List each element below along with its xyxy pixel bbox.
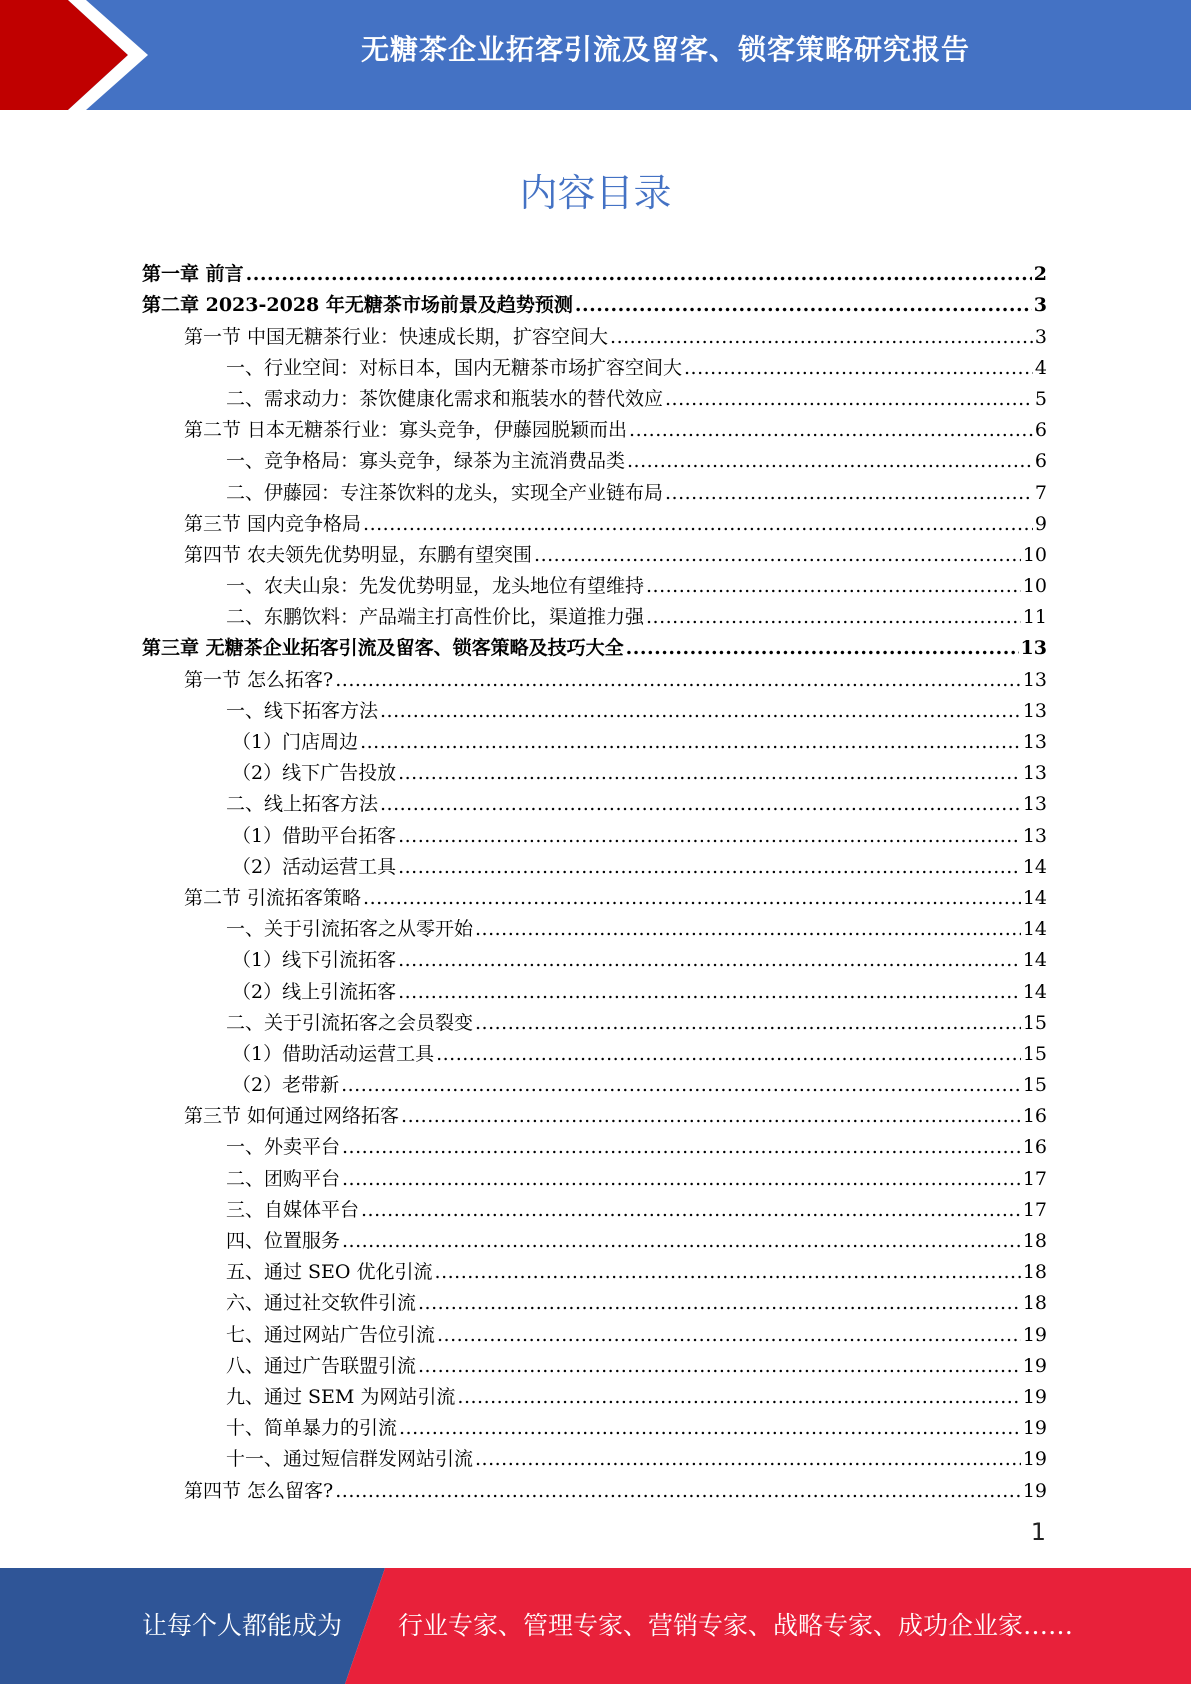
toc-entry-title: （1）线下引流拓客 xyxy=(232,949,397,972)
toc-entry[interactable] xyxy=(142,941,1047,972)
toc-dot-leader xyxy=(627,449,1033,473)
toc-entry[interactable] xyxy=(142,1066,1047,1097)
toc-entry-title: （1）借助活动运营工具 xyxy=(232,1042,435,1065)
toc-entry[interactable] xyxy=(142,723,1047,754)
toc-dot-leader xyxy=(629,418,1033,442)
toc-entry[interactable] xyxy=(142,1284,1047,1315)
toc-entry-page: 15 xyxy=(1022,1074,1047,1097)
toc-entry[interactable] xyxy=(142,816,1047,847)
toc-entry-page: 7 xyxy=(1034,481,1047,504)
toc-dot-leader xyxy=(363,512,1033,536)
toc-entry-title: 第三章 无糖茶企业拓客引流及留客、锁客策略及技巧大全 xyxy=(142,637,624,660)
toc-dot-leader xyxy=(342,1229,1021,1253)
toc-entry-page: 19 xyxy=(1022,1323,1047,1346)
table-of-contents xyxy=(142,255,1047,1503)
toc-title: 内容目录 xyxy=(519,171,672,215)
toc-dot-leader xyxy=(342,1135,1021,1159)
toc-entry[interactable] xyxy=(142,972,1047,1003)
toc-entry-page: 18 xyxy=(1022,1292,1047,1315)
toc-dot-leader xyxy=(361,1198,1021,1222)
page-footer xyxy=(0,1568,1191,1684)
toc-entry-page: 16 xyxy=(1022,1105,1047,1128)
toc-entry-page: 14 xyxy=(1022,949,1047,972)
toc-dot-leader xyxy=(341,1073,1021,1097)
toc-entry-title: 第四节 农夫领先优势明显，东鹏有望突围 xyxy=(184,543,533,566)
toc-entry[interactable] xyxy=(142,380,1047,411)
toc-entry-title: 七、通过网站广告位引流 xyxy=(226,1323,436,1346)
toc-entry-title: 一、行业空间：对标日本，国内无糖茶市场扩容空间大 xyxy=(226,356,683,379)
toc-entry-page: 18 xyxy=(1022,1261,1047,1284)
toc-dot-leader xyxy=(646,605,1021,629)
toc-entry[interactable] xyxy=(142,910,1047,941)
toc-dot-leader xyxy=(534,543,1021,567)
toc-entry-title: 二、线上拓客方法 xyxy=(226,793,379,816)
toc-entry[interactable] xyxy=(142,567,1047,598)
toc-entry-title: 第二章 2023-2028 年无糖茶市场前景及趋势预测 xyxy=(142,294,573,317)
toc-entry-page: 9 xyxy=(1034,512,1047,535)
toc-entry-title: 二、东鹏饮料：产品端主打高性价比，渠道推力强 xyxy=(226,606,645,629)
toc-entry-title: （2）老带新 xyxy=(232,1074,340,1097)
toc-entry-page: 10 xyxy=(1022,575,1047,598)
toc-entry[interactable] xyxy=(142,1159,1047,1190)
toc-entry[interactable] xyxy=(142,1440,1047,1471)
toc-entry-page: 13 xyxy=(1022,731,1047,753)
toc-dot-leader xyxy=(380,699,1021,723)
toc-entry[interactable] xyxy=(142,349,1047,380)
toc-entry-title: 一、竞争格局：寡头竞争，绿茶为主流消费品类 xyxy=(226,450,626,473)
toc-entry-title: 九、通过 SEM 为网站引流 xyxy=(226,1385,456,1408)
toc-entry[interactable] xyxy=(142,473,1047,504)
toc-entry-title: 二、需求动力：茶饮健康化需求和瓶装水的替代效应 xyxy=(226,387,664,410)
toc-entry-page: 3 xyxy=(1034,325,1047,348)
toc-entry-title: 十、简单暴力的引流 xyxy=(226,1417,398,1440)
toc-entry-page: 17 xyxy=(1022,1167,1047,1190)
toc-dot-leader xyxy=(398,948,1021,972)
toc-dot-leader xyxy=(437,1323,1021,1347)
toc-entry[interactable] xyxy=(142,1253,1047,1284)
toc-entry-page: 16 xyxy=(1022,1136,1047,1159)
toc-entry-page: 15 xyxy=(1022,1011,1047,1034)
toc-entry-page: 6 xyxy=(1034,419,1047,442)
toc-entry[interactable] xyxy=(142,1471,1047,1502)
toc-entry[interactable] xyxy=(142,536,1047,567)
toc-entry-page: 19 xyxy=(1022,1385,1047,1408)
toc-entry[interactable] xyxy=(142,754,1047,785)
toc-entry[interactable] xyxy=(142,505,1047,536)
toc-entry-title: （1）借助平台拓客 xyxy=(232,824,397,847)
toc-dot-leader xyxy=(363,886,1021,910)
toc-entry[interactable] xyxy=(142,598,1047,629)
toc-entry[interactable] xyxy=(142,1191,1047,1222)
toc-entry-title: 第一章 前言 xyxy=(142,263,244,286)
toc-entry-title: 二、伊藤园：专注茶饮料的龙头，实现全产业链布局 xyxy=(226,481,664,504)
toc-entry-page: 4 xyxy=(1034,356,1047,379)
toc-dot-leader xyxy=(401,1104,1021,1128)
toc-dot-leader xyxy=(610,325,1033,349)
toc-dot-leader xyxy=(246,262,1032,286)
toc-entry-page: 3 xyxy=(1033,294,1047,317)
toc-entry[interactable] xyxy=(142,692,1047,723)
toc-entry-page: 19 xyxy=(1022,1479,1047,1502)
toc-entry[interactable] xyxy=(142,1347,1047,1378)
toc-entry-title: 第一节 怎么拓客? xyxy=(184,668,334,691)
toc-entry-title: 一、关于引流拓客之从零开始 xyxy=(226,918,474,941)
toc-entry[interactable] xyxy=(142,442,1047,473)
toc-dot-leader xyxy=(418,1291,1021,1315)
toc-entry-page: 14 xyxy=(1022,886,1047,909)
toc-entry[interactable] xyxy=(142,411,1047,442)
toc-entry[interactable] xyxy=(142,785,1047,816)
toc-dot-leader xyxy=(665,481,1033,505)
toc-entry-page: 13 xyxy=(1022,793,1047,816)
toc-entry-title: （1）门店周边 xyxy=(232,731,359,753)
toc-dot-leader xyxy=(335,1479,1021,1503)
toc-entry-title: 四、位置服务 xyxy=(226,1230,341,1252)
toc-entry-page: 5 xyxy=(1034,387,1047,410)
toc-entry-page: 11 xyxy=(1022,606,1047,629)
toc-entry-page: 13 xyxy=(1022,762,1047,785)
toc-dot-leader xyxy=(457,1385,1020,1409)
toc-dot-leader xyxy=(575,293,1032,317)
toc-dot-leader xyxy=(342,1167,1021,1191)
toc-entry[interactable] xyxy=(142,848,1047,879)
toc-entry-page: 19 xyxy=(1022,1354,1047,1377)
toc-entry-title: （2）活动运营工具 xyxy=(232,855,397,878)
toc-entry-title: 第四节 怎么留客? xyxy=(184,1479,334,1502)
toc-entry-title: 三、自媒体平台 xyxy=(226,1198,360,1221)
toc-entry-title: 八、通过广告联盟引流 xyxy=(226,1354,417,1377)
toc-dot-leader xyxy=(436,1042,1021,1066)
toc-entry-title: 第二节 日本无糖茶行业：寡头竞争，伊藤园脱颖而出 xyxy=(184,419,628,442)
toc-entry-page: 6 xyxy=(1034,450,1047,473)
toc-entry-title: 六、通过社交软件引流 xyxy=(226,1292,417,1315)
toc-entry-title: 二、团购平台 xyxy=(226,1167,341,1190)
toc-entry[interactable] xyxy=(142,1378,1047,1409)
header-title: 无糖茶企业拓客引流及留客、锁客策略研究报告 xyxy=(360,33,970,66)
toc-entry-title: 二、关于引流拓客之会员裂变 xyxy=(226,1011,474,1034)
toc-entry-title: （2）线上引流拓客 xyxy=(232,980,397,1003)
toc-dot-leader xyxy=(626,636,1019,660)
toc-entry[interactable] xyxy=(142,1004,1047,1035)
toc-entry-title: 第二节 引流拓客策略 xyxy=(184,886,362,909)
toc-entry[interactable] xyxy=(142,1315,1047,1346)
toc-entry[interactable] xyxy=(142,629,1047,660)
toc-dot-leader xyxy=(398,824,1021,848)
toc-dot-leader xyxy=(418,1354,1021,1378)
toc-entry-title: 第三节 国内竞争格局 xyxy=(184,512,362,535)
toc-entry-page: 19 xyxy=(1022,1448,1047,1471)
toc-entry[interactable] xyxy=(142,1097,1047,1128)
toc-dot-leader xyxy=(646,574,1021,598)
page-number: 1 xyxy=(1030,1518,1046,1546)
toc-entry-page: 17 xyxy=(1022,1198,1047,1221)
toc-entry-page: 14 xyxy=(1022,980,1047,1003)
toc-entry-page: 15 xyxy=(1022,1042,1047,1065)
toc-entry-title: （2）线下广告投放 xyxy=(232,762,397,785)
toc-entry-title: 一、外卖平台 xyxy=(226,1136,341,1159)
toc-entry-page: 13 xyxy=(1022,699,1047,722)
toc-dot-leader xyxy=(665,387,1033,411)
toc-dot-leader xyxy=(399,1416,1021,1440)
toc-dot-leader xyxy=(475,917,1021,941)
toc-entry-page: 13 xyxy=(1022,668,1047,691)
toc-entry-page: 13 xyxy=(1022,824,1047,847)
toc-dot-leader xyxy=(475,1447,1021,1471)
page-header xyxy=(0,0,1191,110)
toc-entry[interactable] xyxy=(142,255,1047,286)
toc-entry-page: 10 xyxy=(1022,543,1047,566)
toc-dot-leader xyxy=(435,1260,1021,1284)
toc-entry-page: 14 xyxy=(1022,918,1047,941)
footer-slogan-right: 行业专家、管理专家、营销专家、战略专家、成功企业家…… xyxy=(398,1611,1074,1640)
toc-entry-title: 十一、通过短信群发网站引流 xyxy=(226,1448,474,1471)
toc-dot-leader xyxy=(398,855,1021,879)
toc-dot-leader xyxy=(475,1011,1021,1035)
toc-entry[interactable] xyxy=(142,1409,1047,1440)
toc-entry-title: 一、农夫山泉：先发优势明显，龙头地位有望维持 xyxy=(226,575,645,598)
toc-dot-leader xyxy=(684,356,1033,380)
toc-dot-leader xyxy=(380,792,1021,816)
toc-entry-page: 14 xyxy=(1022,855,1047,878)
toc-entry-title: 第一节 中国无糖茶行业：快速成长期，扩容空间大 xyxy=(184,325,609,348)
toc-entry-title: 一、线下拓客方法 xyxy=(226,699,379,722)
toc-entry-title: 第三节 如何通过网络拓客 xyxy=(184,1105,400,1128)
toc-entry-page: 19 xyxy=(1022,1417,1047,1440)
toc-entry-page: 18 xyxy=(1022,1230,1047,1252)
toc-entry-page: 13 xyxy=(1020,637,1047,660)
toc-entry[interactable] xyxy=(142,286,1047,317)
toc-dot-leader xyxy=(398,980,1021,1004)
toc-entry[interactable] xyxy=(142,660,1047,691)
toc-dot-leader xyxy=(360,730,1021,754)
toc-entry[interactable] xyxy=(142,1222,1047,1253)
toc-entry-title: 五、通过 SEO 优化引流 xyxy=(226,1261,433,1284)
footer-slogan-left: 让每个人都能成为 xyxy=(142,1611,343,1640)
toc-dot-leader xyxy=(335,668,1021,692)
toc-dot-leader xyxy=(398,761,1021,785)
toc-entry-page: 2 xyxy=(1033,263,1047,286)
toc-entry[interactable] xyxy=(142,879,1047,910)
toc-entry[interactable] xyxy=(142,1035,1047,1066)
toc-entry[interactable] xyxy=(142,317,1047,348)
toc-entry[interactable] xyxy=(142,1128,1047,1159)
